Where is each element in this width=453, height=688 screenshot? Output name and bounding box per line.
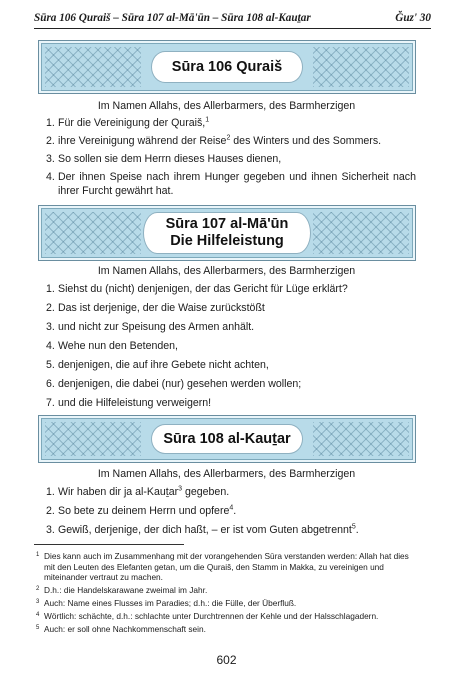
footnote-ref[interactable]: 1	[205, 116, 210, 124]
running-header	[34, 10, 431, 29]
bismillah-106: Im Namen Allahs, des Allerbarmers, des Barmherzigen	[97, 100, 356, 112]
verse-108-2: 2. So bete zu deinem Herrn und opfere$^4$.	[46, 504, 237, 517]
verse-107-6: 6. denjenigen, die dabei (nur) gesehen werden wollen;	[46, 378, 302, 390]
sura-107-banner	[38, 205, 416, 261]
footnote-divider	[34, 544, 184, 545]
sura-108-banner	[38, 415, 416, 463]
sura-106-title: Sūra 106 Quraiš	[171, 58, 283, 75]
bismillah-108: Im Namen Allahs, des Allerbarmers, des Barmherzigen	[97, 468, 356, 480]
verse-108-3: 3. Gewiß, derjenige, der dich haßt, – er ist vom Guten abgetrennt$^5$.	[46, 523, 359, 536]
footnote-4: 4 Wörtlich: schächte, d.h.: schlachte unter Durchtrennen der Kehle und der Halsschlagadern.	[36, 611, 379, 621]
sura-108-title-plaque	[151, 424, 303, 454]
verse-107-5: 5. denjenigen, die auf ihre Gebete nicht achten,	[46, 359, 269, 371]
running-header-title: Sūra 106 Quraiš – Sūra 107 al-Mā'ūn – Sūra 108 al-Kauṯar	[34, 12, 311, 24]
verse-106-3: 3. So sollen sie dem Herrn dieses Hauses dienen,	[46, 153, 282, 165]
verse-107-7: 7. und die Hilfeleistung verweigern!	[46, 397, 212, 409]
footnote-2: 2 D.h.: die Handelskarawane zweimal im Jahr.	[36, 585, 208, 595]
footnote-ref[interactable]: 4	[229, 504, 234, 512]
verse-108-1: 1. Wir haben dir ja al-Kauṯar$^3$ gegeben.	[46, 485, 230, 498]
footnote-ref[interactable]: 5	[351, 523, 356, 531]
verse-107-1: 1. Siehst du (nicht) denjenigen, der das Gericht für Lüge erklärt?	[46, 283, 348, 295]
sura-107-title: Sūra 107 al-Mā'ūn	[165, 216, 289, 232]
verse-107-4: 4. Wehe nun den Betenden,	[46, 340, 178, 352]
verse-107-3: 3. und nicht zur Speisung des Armen anhält.	[46, 321, 255, 333]
sura-106-title-plaque	[151, 51, 303, 83]
running-header-juz: Ğuz' 30	[395, 12, 431, 24]
sura-106-banner	[38, 40, 416, 94]
page-number: 602	[216, 653, 237, 667]
verse-106-2: 2. ihre Vereinigung während der Reise$^2$ des Winters und des Sommers.	[46, 134, 382, 147]
sura-107-title-plaque	[143, 212, 311, 254]
verse-106-4: 4. Der ihnen Speise nach ihrem Hunger gegeben und ihnen Sicherheit nach ihrer Furcht gewährt hat.	[46, 171, 416, 197]
sura-108-title: Sūra 108 al-Kauṯar	[163, 430, 291, 447]
footnote-1: 1 Dies kann auch im Zusammenhang mit der vorangehenden Sūra verstanden werden: Allah hat dies mit den Leuten des Elefanten getan, um die Quraiš, den Stamm in Makka, zu vereinigen und miteinander vertraut zu machen.	[36, 551, 409, 583]
verse-106-1: 1. Für die Vereinigung der Quraiš,$^1$	[46, 116, 210, 129]
sura-107-subtitle: Die Hilfeleistung	[170, 233, 284, 249]
footnote-3: 3 Auch: Name eines Flusses im Paradies; d.h.: die Fülle, der Überfluß.	[36, 598, 297, 608]
bismillah-107: Im Namen Allahs, des Allerbarmers, des Barmherzigen	[97, 265, 356, 277]
footnote-5: 5 Auch: er soll ohne Nachkommenschaft sein.	[36, 624, 206, 634]
verse-107-2: 2. Das ist derjenige, der die Waise zurückstößt	[46, 302, 265, 314]
footnote-ref[interactable]: 3	[178, 485, 183, 493]
footnote-ref[interactable]: 2	[226, 134, 231, 142]
